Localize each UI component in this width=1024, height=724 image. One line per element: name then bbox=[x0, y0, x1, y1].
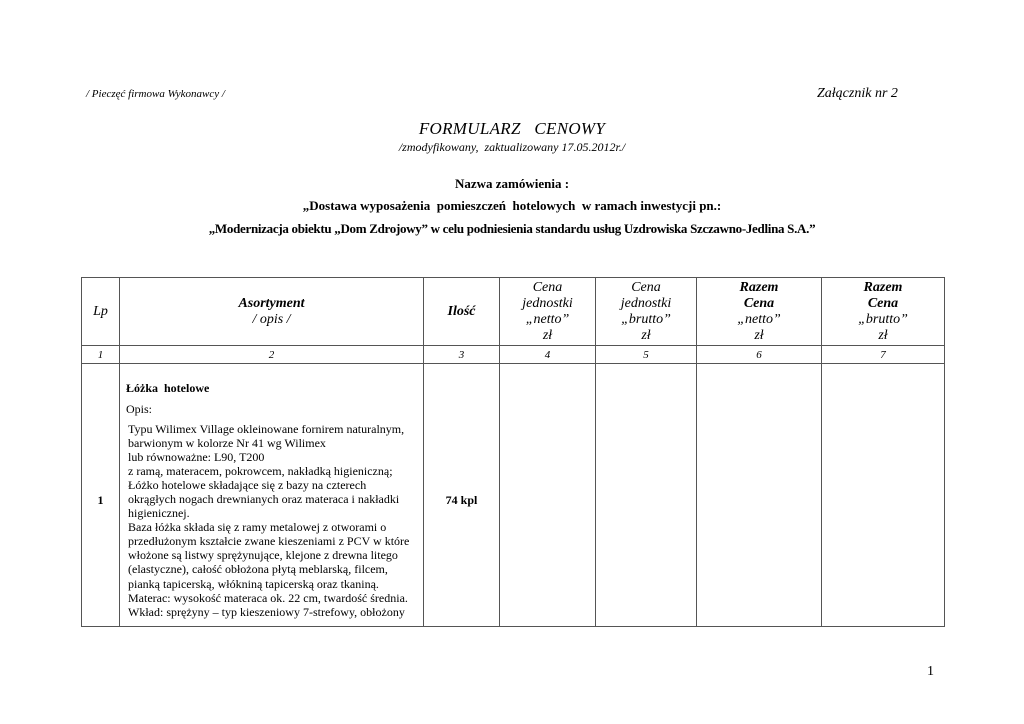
row-quantity: 74 kpl bbox=[424, 364, 500, 627]
header-total-net: Razem Cena „netto” zł bbox=[697, 278, 822, 346]
column-number: 1 bbox=[82, 346, 120, 364]
contractor-stamp-label: / Pieczęć firmowa Wykonawcy / bbox=[86, 88, 225, 100]
header-total-gross: Razem Cena „brutto” zł bbox=[822, 278, 945, 346]
price-table bbox=[81, 277, 945, 627]
opis-label: Opis: bbox=[126, 401, 153, 416]
column-number: 5 bbox=[596, 346, 697, 364]
item-name: Łóżka hotelowe bbox=[126, 380, 210, 395]
page-number: 1 bbox=[927, 664, 934, 679]
row-total-net-cell[interactable] bbox=[697, 364, 822, 627]
header-unit-price-net: Cena jednostki „netto” zł bbox=[500, 278, 596, 346]
header-lp: Lp bbox=[82, 278, 120, 346]
annex-label: Załącznik nr 2 bbox=[817, 86, 898, 101]
row-unit-price-gross-cell[interactable] bbox=[596, 364, 697, 627]
row-lp: 1 bbox=[82, 364, 120, 627]
row-unit-price-net-cell[interactable] bbox=[500, 364, 596, 627]
column-number-row bbox=[82, 346, 945, 364]
table-header-row bbox=[82, 278, 945, 346]
order-name-line-1: „Dostawa wyposażenia pomieszczeń hotelowych w ramach inwestycji pn.: bbox=[302, 198, 722, 213]
order-name-line-2: „Modernizacja obiektu „Dom Zdrojowy” w celu podniesienia standardu usług Uzdrowiska Szczawno-Jedlina S.A.” bbox=[208, 221, 816, 236]
order-name-label: Nazwa zamówienia : bbox=[454, 176, 570, 191]
column-number: 2 bbox=[120, 346, 424, 364]
form-title: FORMULARZ CENOWY bbox=[418, 119, 606, 138]
column-number: 7 bbox=[822, 346, 945, 364]
column-number: 3 bbox=[424, 346, 500, 364]
column-number: 4 bbox=[500, 346, 596, 364]
row-description bbox=[120, 364, 424, 627]
table-row bbox=[82, 364, 945, 627]
header-quantity: Ilość bbox=[424, 278, 500, 346]
row-total-gross-cell[interactable] bbox=[822, 364, 945, 627]
form-subtitle: /zmodyfikowany, zaktualizowany 17.05.2012r./ bbox=[398, 140, 626, 154]
header-unit-price-gross: Cena jednostki „brutto” zł bbox=[596, 278, 697, 346]
item-description: Typu Wilimex Village okleinowane fornirem naturalnym, barwionym w kolorze Nr 41 wg Wilimex lub równoważne: L90, T200 z ramą, materacem, pokrowcem, nakładką higieniczną; Łóżko hotelowe składające się z bazy na czterech okrągłych nogach drewnianych oraz materaca i nakładki higienicznej. Baza łóżka składa się z ramy metalowej z otworami o przedłużonym kształcie zwane kieszeniami z PCV w które włożone są listwy sprężynujące, klejone z drewna litego (elastyczne), całość obłożona płytą meblarską, filcem, pianką tapicerską, włókniną tapicerską oraz tkaniną. Materac: wysokość materaca ok. 22 cm, twardość średnia. Wkład: sprężyny – typ kieszeniowy 7-strefowy, obłożony bbox=[128, 421, 410, 619]
header-assortment: Asortyment / opis / bbox=[120, 278, 424, 346]
column-number: 6 bbox=[697, 346, 822, 364]
